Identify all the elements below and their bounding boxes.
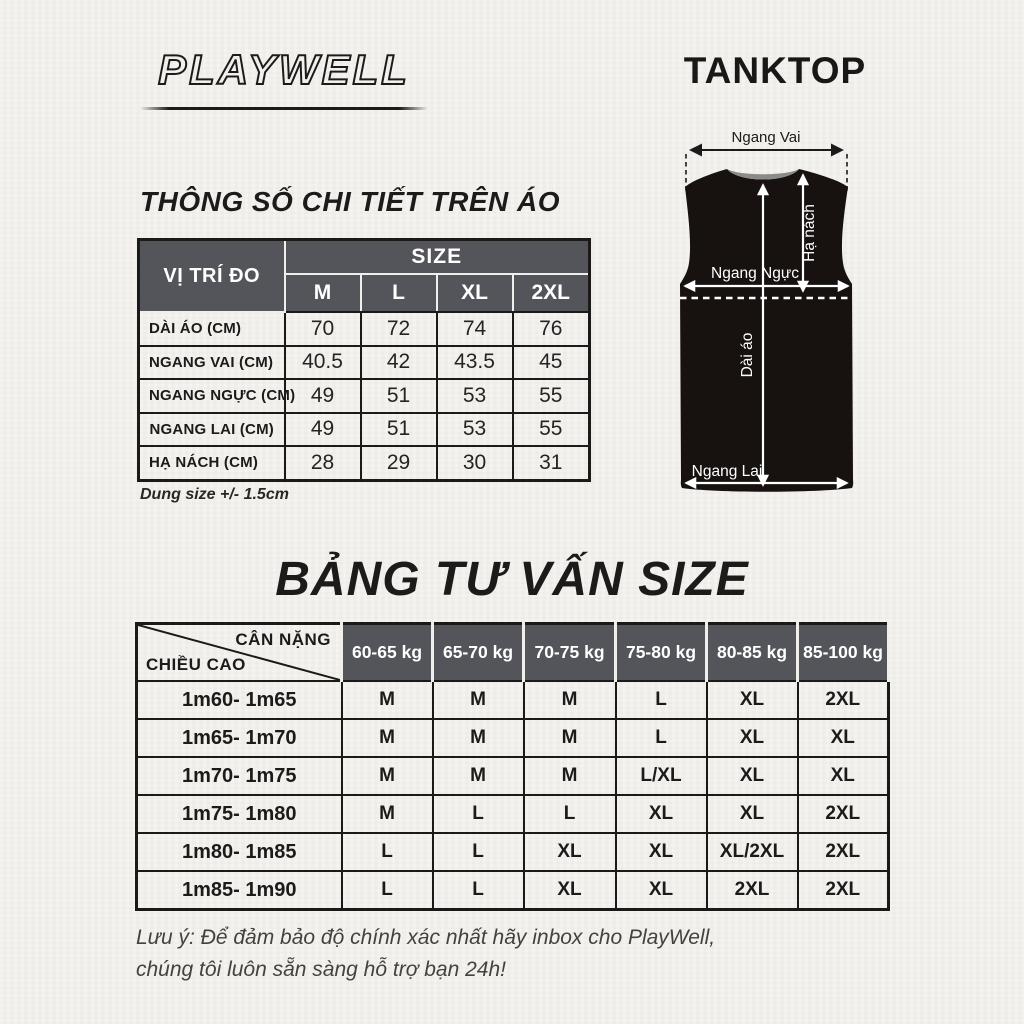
guide-size-cell: L bbox=[342, 871, 433, 910]
spec-value-cell: 72 bbox=[361, 312, 437, 346]
guide-size-cell: XL bbox=[707, 719, 798, 757]
guide-size-cell: XL/2XL bbox=[707, 833, 798, 871]
spec-value-cell: 30 bbox=[437, 446, 513, 480]
guide-size-cell: 2XL bbox=[707, 871, 798, 910]
guide-size-cell: XL bbox=[616, 833, 707, 871]
spec-group-header: SIZE bbox=[285, 240, 590, 275]
guide-size-cell: XL bbox=[616, 795, 707, 833]
guide-size-cell: M bbox=[433, 757, 524, 795]
guide-size-cell: L bbox=[433, 871, 524, 910]
guide-size-cell: M bbox=[342, 795, 433, 833]
spec-value-cell: 43.5 bbox=[437, 346, 513, 380]
guide-size-cell: XL bbox=[798, 757, 889, 795]
guide-size-cell: L bbox=[616, 719, 707, 757]
spec-row bbox=[139, 379, 590, 413]
spec-value-cell: 29 bbox=[361, 446, 437, 480]
guide-size-cell: M bbox=[524, 757, 616, 795]
guide-size-cell: XL bbox=[524, 833, 616, 871]
spec-row-label: HẠ NÁCH (CM) bbox=[139, 446, 285, 480]
brand-logo: PLAYWELL bbox=[158, 46, 410, 93]
guide-size-cell: XL bbox=[798, 719, 889, 757]
spec-value-cell: 49 bbox=[285, 379, 361, 413]
spec-size-column-header: L bbox=[361, 274, 437, 312]
guide-height-cell: 1m70- 1m75 bbox=[137, 757, 342, 795]
guide-size-cell: XL bbox=[707, 681, 798, 719]
spec-value-cell: 31 bbox=[513, 446, 590, 480]
diagram-label-shoulder: Ngang Vai bbox=[731, 129, 801, 146]
spec-value-cell: 42 bbox=[361, 346, 437, 380]
guide-size-cell: XL bbox=[707, 795, 798, 833]
spec-row-label: NGANG VAI (CM) bbox=[139, 346, 285, 380]
spec-row bbox=[139, 446, 590, 480]
spec-value-cell: 40.5 bbox=[285, 346, 361, 380]
spec-corner-header: VỊ TRÍ ĐO bbox=[139, 240, 285, 313]
size-guide-table bbox=[135, 622, 890, 911]
spec-size-column-header: XL bbox=[437, 274, 513, 312]
guide-size-cell: M bbox=[433, 719, 524, 757]
spec-value-cell: 53 bbox=[437, 413, 513, 447]
diagram-label-chest: Ngang Ngực bbox=[711, 265, 799, 282]
product-title: TANKTOP bbox=[683, 50, 867, 91]
spec-row bbox=[139, 312, 590, 346]
guide-row bbox=[137, 833, 889, 871]
guide-size-cell: L bbox=[433, 795, 524, 833]
diagram-label-hem: Ngang Lai bbox=[691, 463, 763, 480]
guide-weight-column-header: 60-65 kg bbox=[342, 624, 433, 682]
spec-heading: THÔNG SỐ CHI TIẾT TRÊN ÁO bbox=[140, 186, 561, 217]
spec-value-cell: 70 bbox=[285, 312, 361, 346]
guide-corner-weight-label: CÂN NẶNG bbox=[235, 630, 331, 649]
guide-row bbox=[137, 757, 889, 795]
spec-value-cell: 74 bbox=[437, 312, 513, 346]
guide-size-cell: 2XL bbox=[798, 871, 889, 910]
guide-size-cell: 2XL bbox=[798, 795, 889, 833]
guide-corner-cell bbox=[137, 624, 342, 682]
spec-table bbox=[137, 238, 591, 482]
guide-size-cell: L/XL bbox=[616, 757, 707, 795]
guide-header-row bbox=[137, 624, 889, 682]
spec-value-cell: 45 bbox=[513, 346, 590, 380]
spec-value-cell: 55 bbox=[513, 413, 590, 447]
guide-row bbox=[137, 719, 889, 757]
guide-height-cell: 1m80- 1m85 bbox=[137, 833, 342, 871]
tanktop-diagram bbox=[655, 125, 895, 505]
guide-height-cell: 1m60- 1m65 bbox=[137, 681, 342, 719]
guide-size-cell: 2XL bbox=[798, 681, 889, 719]
guide-size-cell: M bbox=[342, 719, 433, 757]
guide-size-cell: M bbox=[342, 757, 433, 795]
footer-note-line1: Lưu ý: Để đảm bảo độ chính xác nhất hãy inbox cho PlayWell, bbox=[136, 926, 716, 949]
guide-size-cell: M bbox=[342, 681, 433, 719]
guide-weight-column-header: 80-85 kg bbox=[707, 624, 798, 682]
guide-size-cell: M bbox=[524, 681, 616, 719]
spec-value-cell: 55 bbox=[513, 379, 590, 413]
guide-weight-column-header: 75-80 kg bbox=[616, 624, 707, 682]
spec-value-cell: 53 bbox=[437, 379, 513, 413]
spec-value-cell: 51 bbox=[361, 379, 437, 413]
guide-size-cell: M bbox=[433, 681, 524, 719]
spec-value-cell: 49 bbox=[285, 413, 361, 447]
guide-height-cell: 1m85- 1m90 bbox=[137, 871, 342, 910]
guide-size-cell: L bbox=[524, 795, 616, 833]
footer-note bbox=[136, 922, 776, 985]
spec-size-column-header: M bbox=[285, 274, 361, 312]
guide-size-cell: XL bbox=[524, 871, 616, 910]
spec-value-cell: 76 bbox=[513, 312, 590, 346]
guide-size-cell: XL bbox=[616, 871, 707, 910]
brand-logo-underline bbox=[140, 107, 428, 110]
tolerance-note: Dung size +/- 1.5cm bbox=[140, 486, 289, 503]
spec-value-cell: 51 bbox=[361, 413, 437, 447]
guide-corner-height-label: CHIỀU CAO bbox=[146, 655, 246, 674]
guide-size-cell: 2XL bbox=[798, 833, 889, 871]
guide-size-cell: L bbox=[616, 681, 707, 719]
guide-height-cell: 1m65- 1m70 bbox=[137, 719, 342, 757]
guide-weight-column-header: 65-70 kg bbox=[433, 624, 524, 682]
spec-row bbox=[139, 346, 590, 380]
spec-value-cell: 28 bbox=[285, 446, 361, 480]
guide-row bbox=[137, 681, 889, 719]
spec-row-label: DÀI ÁO (CM) bbox=[139, 312, 285, 346]
guide-size-cell: L bbox=[433, 833, 524, 871]
spec-row bbox=[139, 413, 590, 447]
spec-row-label: NGANG LAI (CM) bbox=[139, 413, 285, 447]
guide-row bbox=[137, 795, 889, 833]
shirt-silhouette bbox=[680, 169, 853, 492]
guide-weight-column-header: 85-100 kg bbox=[798, 624, 889, 682]
guide-weight-column-header: 70-75 kg bbox=[524, 624, 616, 682]
guide-size-cell: XL bbox=[707, 757, 798, 795]
diagram-label-armpit: Hạ nách bbox=[801, 204, 818, 262]
guide-height-cell: 1m75- 1m80 bbox=[137, 795, 342, 833]
size-guide-heading: BẢNG TƯ VẤN SIZE bbox=[275, 553, 749, 606]
spec-row-label: NGANG NGỰC (CM) bbox=[139, 379, 285, 413]
diagram-label-length: Dài áo bbox=[739, 332, 756, 378]
footer-note-line2: chúng tôi luôn sẵn sàng hỗ trợ bạn 24h! bbox=[136, 957, 506, 981]
guide-size-cell: M bbox=[524, 719, 616, 757]
guide-size-cell: L bbox=[342, 833, 433, 871]
guide-row bbox=[137, 871, 889, 910]
spec-size-column-header: 2XL bbox=[513, 274, 590, 312]
